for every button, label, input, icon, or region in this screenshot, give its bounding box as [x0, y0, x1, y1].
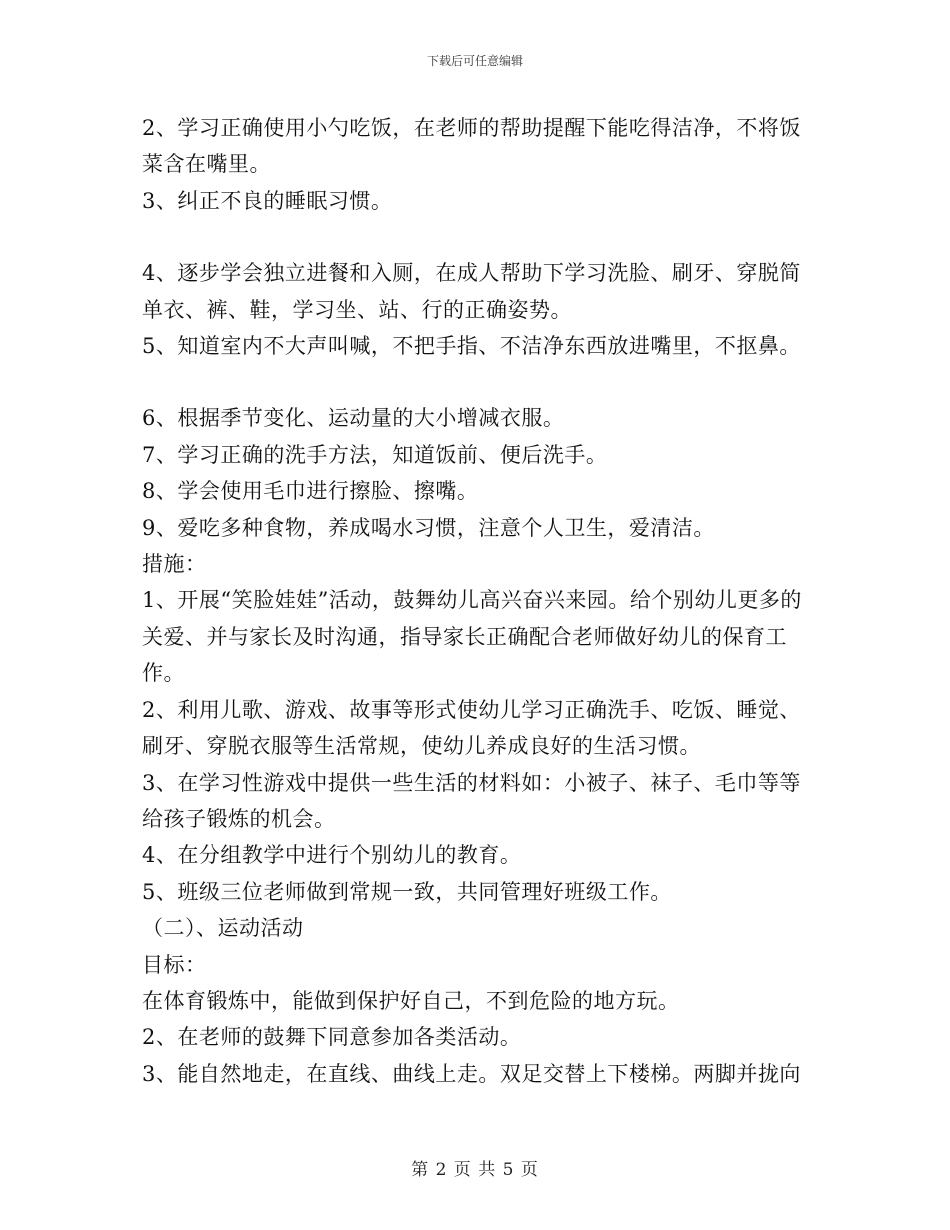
paragraph: 8、学会使用毛巾进行擦脸、擦嘴。: [142, 479, 479, 504]
paragraph: 3、在学习性游戏中提供一些生活的材料如：小被子、袜子、毛巾等等给孩子锻炼的机会。: [142, 770, 801, 831]
paragraph: 1、开展“笑脸娃娃”活动，鼓舞幼儿高兴奋兴来园。给个别幼儿更多的关爱、并与家长及时沟通，指导家长正确配合老师做好幼儿的保育工作。: [142, 588, 802, 686]
section-heading: （二）、运动活动: [142, 916, 304, 941]
paragraph: 2、学习正确使用小勺吃饭，在老师的帮助提醒下能吃得洁净，不将饭菜含在嘴里。: [142, 116, 801, 177]
paragraph-spacer: [142, 219, 807, 255]
paragraph-spacer: [142, 364, 807, 400]
paragraph: 9、爱吃多种食物，养成喝水习惯，注意个人卫生，爱清洁。: [142, 515, 715, 540]
paragraph: 2、在老师的鼓舞下同意参加各类活动。: [142, 1025, 522, 1050]
paragraph: 4、在分组教学中进行个别幼儿的教育。: [142, 843, 522, 868]
paragraph: 3、纠正不良的睡眠习惯。: [142, 188, 393, 213]
paragraph: 7、学习正确的洗手方法，知道饭前、便后洗手。: [142, 442, 608, 467]
paragraph: 5、班级三位老师做到常规一致，共同管理好班级工作。: [142, 879, 672, 904]
section-label-goals: 目标：: [142, 952, 207, 977]
document-body: [142, 110, 807, 1092]
paragraph: 3、能自然地走，在直线、曲线上走。双足交替上下楼梯。两脚并拢向: [142, 1061, 801, 1086]
paragraph: 2、利用儿歌、游戏、故事等形式使幼儿学习正确洗手、吃饭、睡觉、刷牙、穿脱衣服等生活常规，使幼儿养成良好的生活习惯。: [142, 697, 801, 759]
paragraph: 在体育锻炼中，能做到保护好自己，不到危险的地方玩。: [142, 988, 680, 1013]
section-label-measures: 措施：: [142, 552, 207, 577]
page-number-footer: 第 2 页 共 5 页: [411, 1160, 539, 1180]
paragraph: 6、根据季节变化、运动量的大小增减衣服。: [142, 406, 565, 431]
paragraph: 4、逐步学会独立进餐和入厕，在成人帮助下学习洗脸、刷牙、穿脱简单衣、裤、鞋，学习坐、站、行的正确姿势。: [142, 261, 801, 322]
page-header: 下载后可任意编辑: [426, 54, 523, 68]
paragraph: 5、知道室内不大声叫喊，不把手指、不洁净东西放进嘴里，不抠鼻。: [142, 334, 801, 359]
